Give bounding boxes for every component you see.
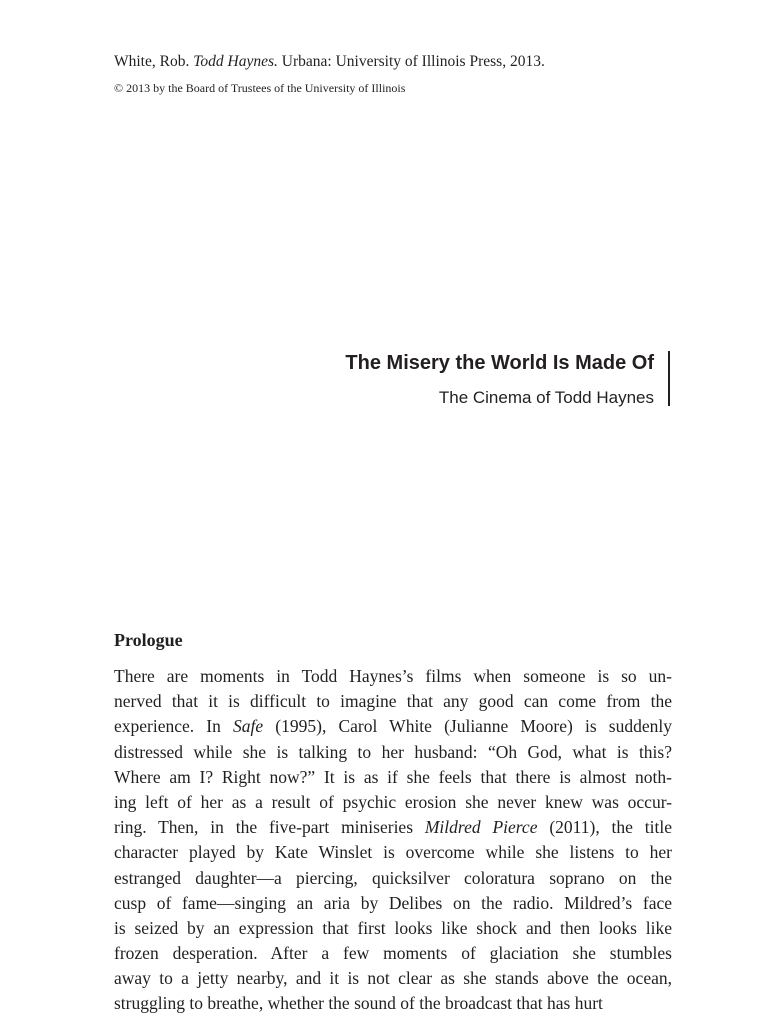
- citation-book-title: Todd Haynes.: [193, 53, 278, 70]
- citation: [114, 51, 545, 73]
- title-rule: [668, 351, 670, 406]
- paragraph-line: There are moments in Todd Haynes’s films when someone is so un-: [114, 666, 672, 686]
- paragraph-line: frozen desperation. After a few moments of glaciation she stumbles: [114, 943, 672, 964]
- paragraph-line: cusp of fame—singing an aria by Delibes on the radio. Mildred’s face: [114, 892, 672, 913]
- paragraph-line: away to a jetty nearby, and it is not clear as she stands above the ocean,: [114, 968, 672, 989]
- paragraph-line: struggling to breathe, whether the sound of the broadcast that has hurt: [114, 993, 603, 1014]
- book-subtitle: The Cinema of Todd Haynes: [438, 388, 654, 407]
- paragraph-line: character played by Kate Winslet is overcome while she listens to her: [114, 842, 672, 863]
- paragraph-line: ing left of her as a result of psychic erosion she never knew was occur-: [114, 791, 672, 812]
- citation-author: White, Rob.: [114, 53, 194, 70]
- paragraph-line: Where am I? Right now?” It is as if she feels that there is almost noth-: [114, 766, 672, 787]
- paragraph-line: estranged daughter—a piercing, quicksilver coloratura soprano on the: [114, 867, 672, 888]
- body-text: [114, 664, 672, 1017]
- paragraph-line: distressed while she is talking to her husband: “Oh God, what is this?: [114, 741, 672, 762]
- citation-publisher: Urbana: University of Illinois Press, 2013.: [277, 53, 545, 70]
- copyright-notice: © 2013 by the Board of Trustees of the University of Illinois: [114, 81, 406, 95]
- paragraph-line: ring. Then, in the five-part miniseries Mildred Pierce (2011), the title: [114, 817, 672, 838]
- paragraph-line: is seized by an expression that first looks like shock and then looks like: [114, 917, 672, 938]
- title-block: [345, 349, 654, 410]
- book-title: The Misery the World Is Made Of: [345, 352, 654, 374]
- section-heading: Prologue: [114, 630, 183, 650]
- paragraph-line: nerved that it is difficult to imagine that any good can come from the: [114, 691, 672, 712]
- paragraph-line: experience. In Safe (1995), Carol White (Julianne Moore) is suddenly: [114, 716, 672, 737]
